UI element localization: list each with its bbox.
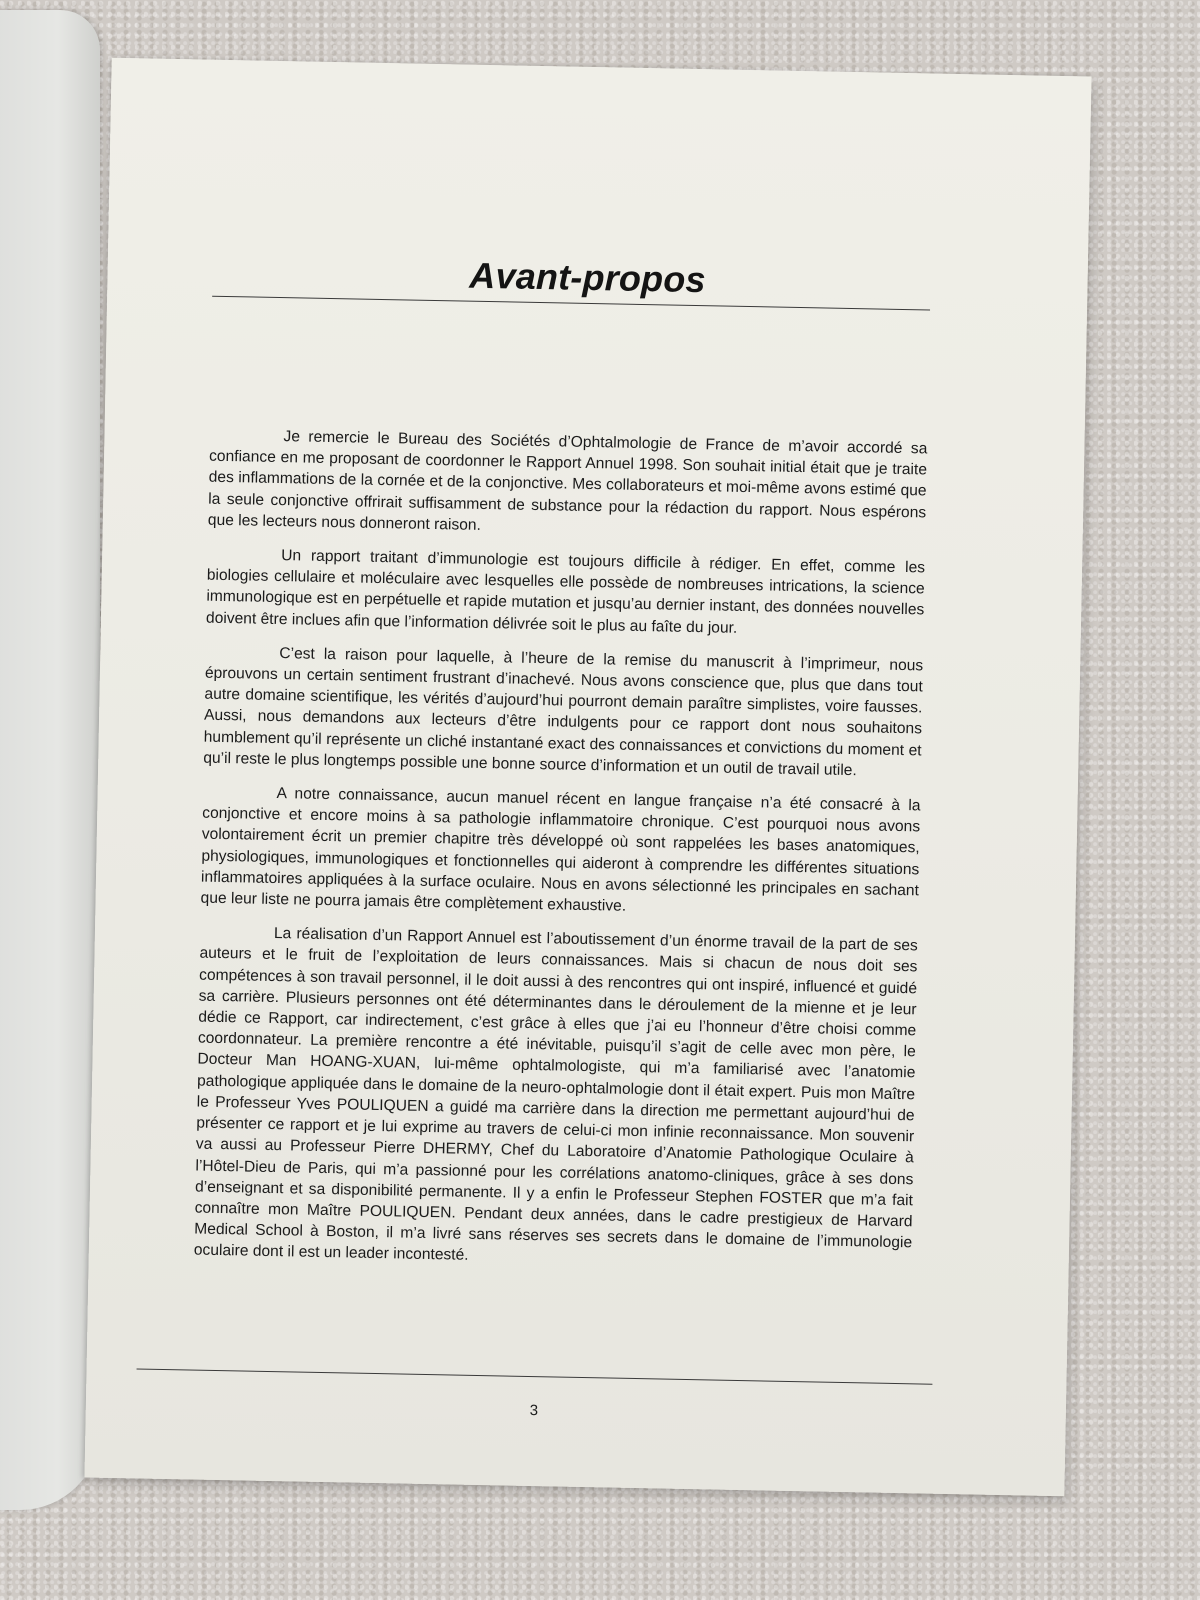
- paragraph-1: Je remercie le Bureau des Sociétés d’Ophtalmologie de France de m’avoir accordé sa confiance en me proposant de coordonner le Rapport Annuel 1998. Son souhait initial était que je traite des inflammations de la cornée et de la conjonctive. Mes collaborateurs et moi-même avons estimé que la seule conjonctive offrirait suffisamment de substance pour la rédaction du rapport. Nous espérons que les lecteurs nous donneront raison.: [207, 428, 928, 534]
- document-page: [84, 58, 1091, 1497]
- body-text: [193, 425, 927, 1288]
- paragraph-5: La réalisation d’un Rapport Annuel est l’aboutissement d’un énorme travail de la part de ses auteurs et le fruit de l’exploitation de leurs connaissances. Mais si chacun de nous doit ses compétences à son travail personnel, il le doit aussi à des rencontres qui ont inspiré, influencé et guidé sa carrière. Plusieurs personnes ont été déterminantes dans le déroulement de la mienne et je leur dédie ce Rapport, car indirectement, c’est grâce à elles que j’ai eu l’honneur d’être choisi comme coordonnateur. La première rencontre a été inévitable, puisqu’il s’agit de celle avec mon père, le Docteur Man HOANG-XUAN, lui-même ophtalmologiste, qui m’a familiarisé avec l’anatomie pathologique appliquée dans le domaine de la neuro-ophtalmologie dont il était expert. Puis mon Maître le Professeur Yves POULIQUEN a guidé ma carrière dans la direction me permettant aujourd’hui de présenter ce rapport et je lui exprime au travers de celui-ci mon infinie reconnaissance. Mon souvenir va aussi au Professeur Pierre DHERMY, Chef du Laboratoire d’Anatomie Pathologique Oculaire à l’Hôtel-Dieu de Paris, qui m’a passionné pour les corrélations anatomo-cliniques, grâce à ses dons d’enseignant et sa disponibilité permanente. Il y a enfin le Professeur Stephen FOSTER que m’a fait connaître mon Maître POULIQUEN. Pendant deux années, dans le cadre prestigieux de Harvard Medical School à Boston, il m’a livré sans réserves ses secrets dans le domaine de l’immunologie oculaire dont il est un leader incontesté.: [193, 925, 918, 1265]
- page-title: Avant-propos: [469, 254, 707, 301]
- paragraph-3: C’est la raison pour laquelle, à l’heure de la remise du manuscrit à l’imprimeur, nous éprouvons un certain sentiment frustrant d’inachevé. Nous avons conscience que, plus que dans tout autre domaine scientifique, les vérités d’aujourd’hui pourront demain paraître simplistes, voire fausses. Aussi, nous demandons aux lecteurs d’être indulgents pour ce rapport dont nous souhaitons humblement qu’il représente un cliché instantané exact des connaissances et convictions du moment et qu’il reste le plus longtemps possible une bonne source d’information et un outil de travail utile.: [203, 644, 924, 780]
- paragraph-4: A notre connaissance, aucun manuel récent en langue française n’a été consacré à la conjonctive et encore moins à sa pathologie inflammatoire chronique. C’est pourquoi nous avons volontairement écrit un premier chapitre très développé où sont rappelées les bases anatomiques, physiologiques, immunologiques et fonctionnelles qui aideront à comprendre les différentes situations inflammatoires appliquées à la surface oculaire. Nous en avons sélectionné les principales en sachant que leur liste ne pourra jamais être complètement exhaustive.: [200, 785, 921, 915]
- left-page-edge: [0, 10, 100, 1510]
- footer-divider: [137, 1368, 933, 1384]
- paragraph-2: Un rapport traitant d’immunologie est toujours difficile à rédiger. En effet, comme les biologies cellulaire et moléculaire avec lesquelles elle possède de nombreuses intrications, la science immunologique est en perpétuelle et rapide mutation et jusqu’au dernier instant, des données nouvelles doivent être inclues afin que l’information délivrée soit le plus au faîte du jour.: [205, 547, 926, 637]
- page-number: 3: [529, 1401, 539, 1420]
